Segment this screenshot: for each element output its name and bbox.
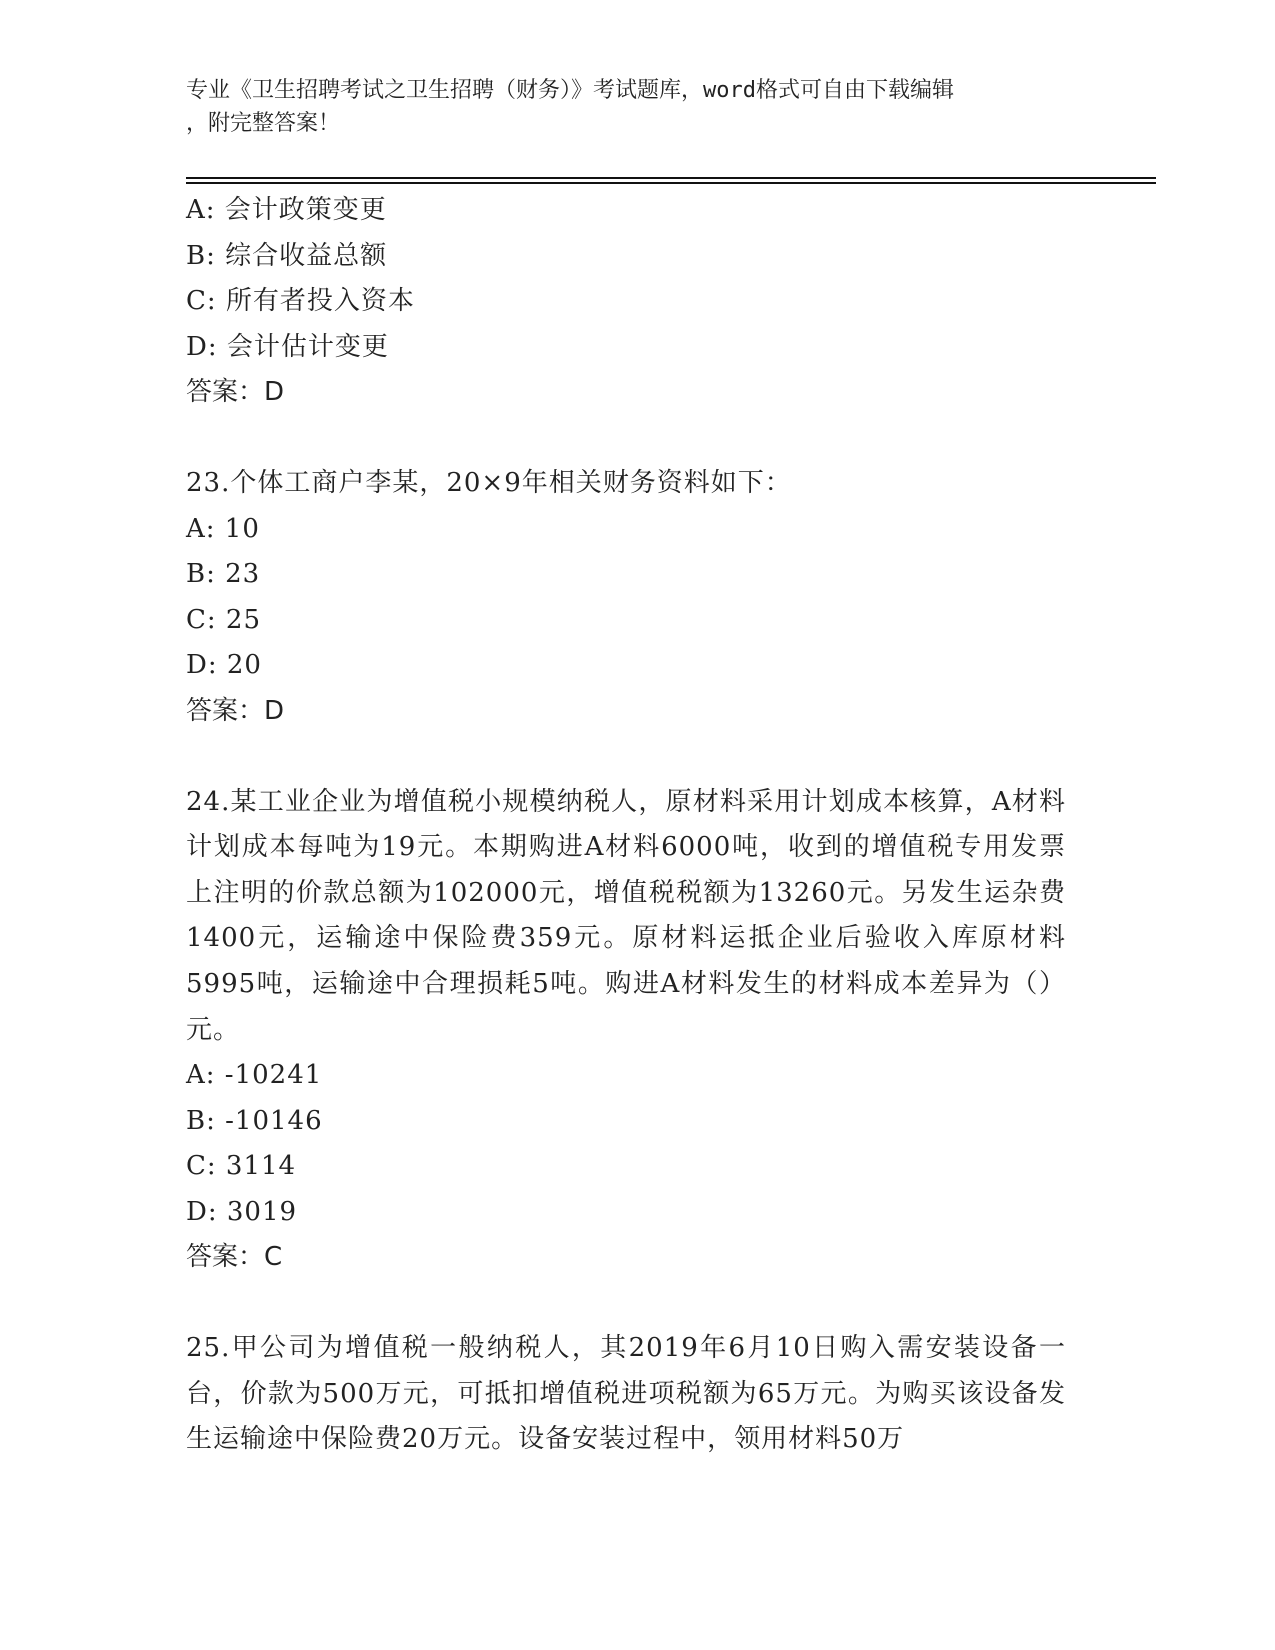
question-text: 25.甲公司为增值税一般纳税人，其2019年6月10日购入需安装设备一台，价款为500万元，可抵扣增值税进项税额为65万元。为购买该设备发生运输途中保险费20万元。设备安装过程中，领用材料50万 bbox=[186, 1333, 1066, 1455]
header-line-2: ，附完整答案！ bbox=[186, 111, 341, 136]
option-b: B: 综合收益总额 bbox=[186, 240, 388, 271]
answer: 答案：D bbox=[186, 695, 285, 726]
question-25 bbox=[186, 1326, 1066, 1463]
spacer bbox=[186, 735, 1066, 780]
option-b: B: 23 bbox=[186, 559, 261, 590]
answer: 答案：C bbox=[186, 1242, 283, 1273]
option-a: A: -10241 bbox=[186, 1060, 323, 1091]
spacer bbox=[186, 416, 1066, 461]
header-line-1: 专业《卫生招聘考试之卫生招聘（财务）》考试题库，word格式可自由下载编辑 bbox=[186, 78, 954, 103]
question-text: 23.个体工商户李某，20×9年相关财务资料如下： bbox=[186, 467, 792, 498]
option-a: A: 会计政策变更 bbox=[186, 195, 387, 225]
option-c: C: 所有者投入资本 bbox=[186, 286, 415, 317]
question-22 bbox=[186, 188, 1066, 416]
option-a: A: 10 bbox=[186, 513, 260, 544]
spacer bbox=[186, 1281, 1066, 1326]
document-header bbox=[186, 74, 1066, 140]
question-text: 24.某工业企业为增值税小规模纳税人，原材料采用计划成本核算，A材料计划成本每吨为19元。本期购进A材料6000吨，收到的增值税专用发票上注明的价款总额为102000元，增值税税额为13260元。另发生运杂费1400元，运输途中保险费359元。原材料运抵企业后验收入库原材料5995吨，运输途中合理损耗5吨。购进A材料发生的材料成本差异为（）元。 bbox=[186, 786, 1066, 1045]
option-d: D: 会计估计变更 bbox=[186, 331, 389, 362]
option-b: B: -10146 bbox=[186, 1105, 323, 1136]
header-divider-top bbox=[186, 177, 1156, 179]
question-list bbox=[186, 188, 1066, 1463]
header-divider-bottom bbox=[186, 182, 1156, 184]
option-d: D: 3019 bbox=[186, 1196, 298, 1227]
option-d: D: 20 bbox=[186, 650, 262, 681]
option-c: C: 25 bbox=[186, 604, 262, 635]
answer: 答案：D bbox=[186, 377, 285, 408]
option-c: C: 3114 bbox=[186, 1151, 297, 1182]
question-23 bbox=[186, 461, 1066, 735]
question-24 bbox=[186, 780, 1066, 1282]
